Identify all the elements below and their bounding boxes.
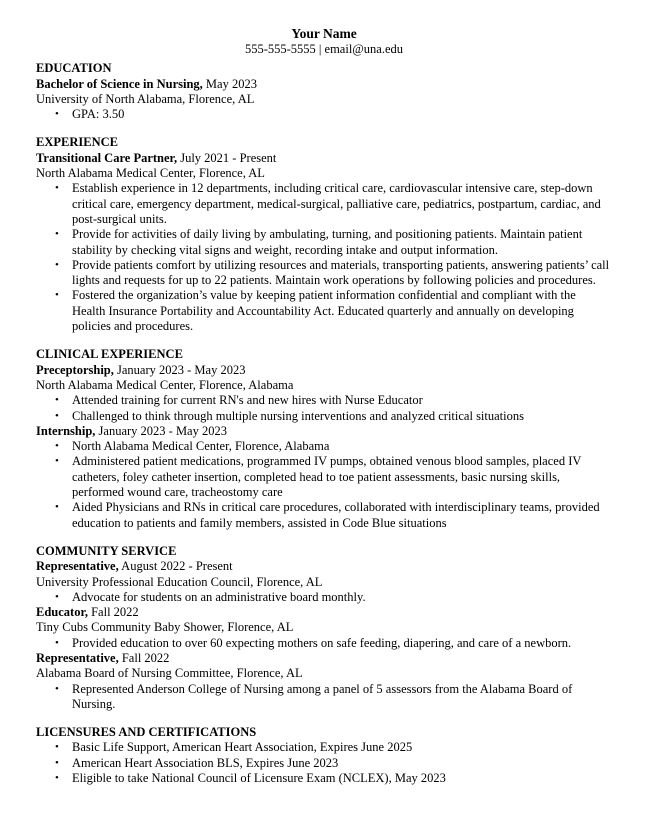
entry-role-line [36, 363, 612, 378]
entry-role: Representative, [36, 559, 119, 574]
bullet-icon: • [55, 182, 59, 195]
bullet-text: Eligible to take National Council of Licensure Exam (NCLEX), May 2023 [72, 771, 446, 786]
bullet-text: Provide patients comfort by utilizing resources and materials, transporting patients, answering patients’ call lights and requests for up to 22 patients. Maintain work operations by following policies and procedures. [72, 257, 610, 288]
entry-role: Transitional Care Partner, [36, 150, 178, 165]
entry-org: Alabama Board of Nursing Committee, Florence, AL [36, 666, 303, 681]
entry [36, 424, 612, 531]
list-item [36, 590, 612, 605]
entry-role: Preceptorship, [36, 362, 114, 377]
bullet-icon: • [55, 772, 59, 785]
entry-org: University of North Alabama, Florence, AL [36, 91, 255, 106]
bullet-icon: • [55, 590, 59, 603]
bullet-icon: • [55, 289, 59, 302]
list-item [36, 181, 612, 227]
entry [36, 651, 612, 712]
entry-role-line [36, 605, 612, 620]
section-education [36, 61, 612, 122]
list-item [36, 409, 612, 424]
section-title: CLINICAL EXPERIENCE [36, 347, 183, 362]
entry [36, 740, 612, 786]
list-item [36, 636, 612, 651]
contact-name: Your Name [291, 26, 357, 41]
entry-role-line [36, 77, 612, 92]
entry-date: Fall 2022 [91, 605, 139, 620]
section-title: EXPERIENCE [36, 135, 118, 150]
bullet-icon: • [55, 228, 59, 241]
list-item [36, 756, 612, 771]
bullet-text: American Heart Association BLS, Expires June 2023 [72, 755, 339, 770]
bullet-text: Advocate for students on an administrative board monthly. [72, 589, 366, 604]
bullet-icon: • [55, 741, 59, 754]
entry-date: August 2022 - Present [121, 559, 233, 574]
entry [36, 363, 612, 424]
entry-role-line [36, 151, 612, 166]
bullet-icon: • [55, 636, 59, 649]
list-item [36, 107, 612, 122]
bullet-text: Aided Physicians and RNs in critical care procedures, collaborated with interdisciplinary teams, provided education to patients and family members, assisted in Code Blue situations [72, 500, 600, 530]
list-item [36, 227, 612, 258]
section-title: COMMUNITY SERVICE [36, 543, 177, 558]
bullet-text: Provide for activities of daily living by ambulating, turning, and positioning patients. Maintain patient stability by checking vital signs and weight, recording intake and output information. [72, 227, 583, 257]
section-experience [36, 135, 612, 334]
list-item [36, 454, 612, 500]
bullet-text: Fostered the organization’s value by keeping patient information confidential and compliant with the Health Insurance Portability and Accountability Act. Educated quarterly and annually on developing policies and procedures. [72, 288, 576, 334]
entry-role-line [36, 559, 612, 574]
bullet-text: Administered patient medications, programmed IV pumps, obtained venous blood samples, placed IV catheters, foley catheter insertion, completed head to toe patient assessments, basic nursing skills, performed wound care, tracheostomy care [72, 454, 582, 500]
section-community-service [36, 544, 612, 712]
entry-org: Tiny Cubs Community Baby Shower, Florence, AL [36, 620, 294, 635]
bullet-text: North Alabama Medical Center, Florence, Alabama [72, 439, 330, 454]
bullet-text: Establish experience in 12 departments, including critical care, cardiovascular intensive care, step-down critical care, emergency department, medical-surgical, palliative care, pediatrics, postpartum, cardiac, and post-surgical units. [72, 181, 601, 226]
entry [36, 77, 612, 123]
section-title: LICENSURES AND CERTIFICATIONS [36, 725, 257, 740]
entry [36, 559, 612, 605]
bullet-icon: • [55, 501, 59, 514]
list-item [36, 682, 612, 713]
bullet-icon: • [55, 409, 59, 422]
bullet-icon: • [55, 440, 59, 453]
bullet-icon: • [55, 682, 59, 695]
list-item [36, 393, 612, 408]
bullet-icon: • [55, 258, 59, 271]
bullet-icon: • [55, 756, 59, 769]
resume-header [36, 26, 612, 57]
list-item [36, 771, 612, 786]
bullet-icon: • [55, 394, 59, 407]
entry-role-line [36, 651, 612, 666]
section-title: EDUCATION [36, 61, 112, 76]
entry-date: January 2023 - May 2023 [117, 362, 246, 377]
bullet-text: Provided education to over 60 expecting mothers on safe feeding, diapering, and care of a newborn. [72, 635, 572, 650]
bullet-text: GPA: 3.50 [72, 107, 125, 122]
entry-org: University Professional Education Council, Florence, AL [36, 574, 323, 589]
entry-role: Educator, [36, 605, 88, 620]
list-item [36, 740, 612, 755]
bullet-text: Basic Life Support, American Heart Association, Expires June 2025 [72, 740, 413, 755]
entry-date: May 2023 [205, 76, 257, 91]
entry-org: North Alabama Medical Center, Florence, Alabama [36, 377, 294, 392]
entry-date: January 2023 - May 2023 [98, 423, 227, 438]
entry-org: North Alabama Medical Center, Florence, AL [36, 166, 265, 181]
bullet-icon: • [55, 108, 59, 121]
list-item [36, 258, 612, 289]
contact-info: 555-555-5555 | email@una.edu [244, 42, 404, 56]
list-item [36, 500, 612, 531]
list-item [36, 439, 612, 454]
bullet-text: Represented Anderson College of Nursing among a panel of 5 assessors from the Alabama Board of Nursing. [72, 681, 573, 711]
entry [36, 151, 612, 335]
section-clinical-experience [36, 347, 612, 531]
entry-role-line [36, 424, 612, 439]
entry-role: Bachelor of Science in Nursing, [36, 76, 203, 91]
bullet-text: Challenged to think through multiple nursing interventions and analyzed critical situations [72, 408, 524, 423]
entry [36, 605, 612, 651]
entry-date: Fall 2022 [121, 650, 170, 665]
section-licensures-certifications [36, 725, 612, 786]
bullet-icon: • [55, 455, 59, 468]
list-item [36, 288, 612, 334]
entry-role: Internship, [36, 423, 96, 438]
entry-role: Representative, [36, 650, 119, 665]
bullet-text: Attended training for current RN's and new hires with Nurse Educator [72, 393, 423, 408]
entry-date: July 2021 - Present [180, 150, 277, 165]
